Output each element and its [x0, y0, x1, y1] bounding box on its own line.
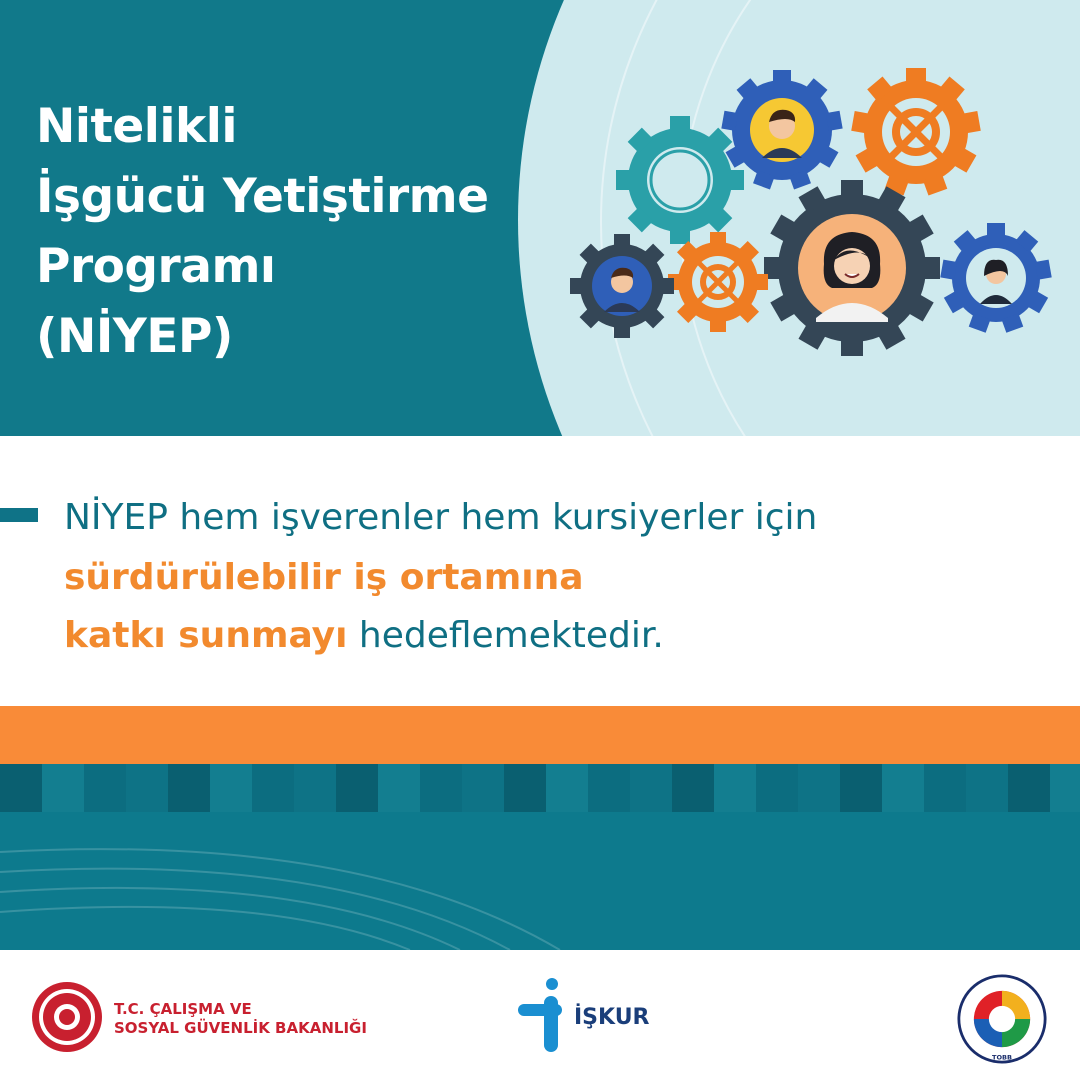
page-title [36, 92, 489, 372]
checker-square [126, 764, 168, 812]
checker-square [840, 764, 882, 812]
checker-square [210, 764, 252, 812]
iskur-name: İŞKUR [574, 1005, 650, 1030]
ministry-line: T.C. ÇALIŞMA VE [114, 1000, 252, 1018]
checker-square [966, 764, 1008, 812]
checker-square [756, 764, 798, 812]
teal-band [0, 812, 1080, 950]
checker-square [252, 764, 294, 812]
gear-icon [616, 116, 744, 244]
gear-icon [940, 223, 1051, 333]
title-line: İşgücü Yetiştirme [36, 169, 489, 224]
checker-square [84, 764, 126, 812]
title-line: (NİYEP) [36, 309, 233, 364]
hero-banner [0, 0, 1080, 436]
message-highlight: katkı sunmayı [64, 615, 348, 656]
checker-square [0, 764, 42, 812]
checker-square [882, 764, 924, 812]
ministry-line: SOSYAL GÜVENLİK BAKANLIĞI [114, 1019, 367, 1037]
checker-square [630, 764, 672, 812]
checker-square [714, 764, 756, 812]
message-line: NİYEP hem işverenler hem kursiyerler için [64, 497, 818, 538]
tobb-seal-icon [954, 974, 1050, 1064]
checker-square [42, 764, 84, 812]
checker-square [336, 764, 378, 812]
checker-square [546, 764, 588, 812]
checker-square [588, 764, 630, 812]
checker-band [0, 764, 1080, 812]
gears-illustration [560, 60, 1060, 370]
message-highlight: sürdürülebilir iş ortamına [64, 557, 584, 598]
checker-square [924, 764, 966, 812]
checker-square [378, 764, 420, 812]
gear-icon [668, 232, 768, 332]
checker-square [798, 764, 840, 812]
gear-icon [851, 68, 981, 196]
ministry-name [114, 1000, 367, 1038]
title-line: Nitelikli [36, 99, 237, 154]
message-text: hedeflemektedir. [347, 615, 664, 656]
accent-dash [0, 508, 38, 522]
tobb-abbrev: TOBB [991, 1053, 1013, 1062]
checker-square [168, 764, 210, 812]
checker-square [504, 764, 546, 812]
gear-icon [570, 234, 674, 338]
checker-square [1008, 764, 1050, 812]
checker-square [1050, 764, 1080, 812]
teal-band-arcs [0, 812, 1080, 950]
ministry-logo-icon [30, 980, 104, 1054]
gear-icon [764, 180, 940, 356]
title-line: Programı [36, 239, 276, 294]
orange-band [0, 706, 1080, 764]
checker-square [294, 764, 336, 812]
iskur-logo-icon [518, 978, 566, 1054]
checker-square [672, 764, 714, 812]
checker-square [420, 764, 462, 812]
checker-square [462, 764, 504, 812]
message-line [64, 556, 584, 600]
message-line [64, 614, 664, 658]
